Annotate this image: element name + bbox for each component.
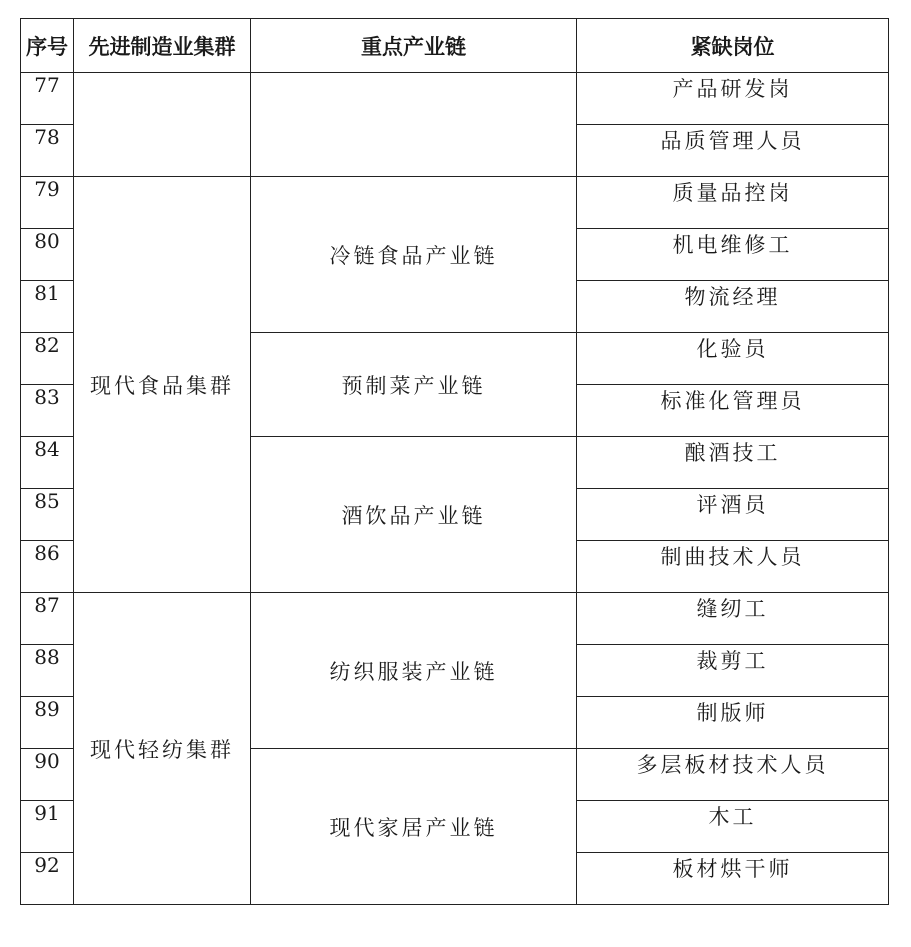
job-cell: 酿酒技工 [577,437,889,489]
table-row [21,177,889,229]
cluster-cell: 现代轻纺集群 [74,593,251,905]
row-number: 91 [21,801,74,853]
job-cell: 裁剪工 [577,645,889,697]
row-number: 79 [21,177,74,229]
row-number: 84 [21,437,74,489]
row-number: 90 [21,749,74,801]
job-cell: 标准化管理员 [577,385,889,437]
job-cell: 多层板材技术人员 [577,749,889,801]
job-cell: 板材烘干师 [577,853,889,905]
job-cell: 品质管理人员 [577,125,889,177]
row-number: 80 [21,229,74,281]
job-cell: 制版师 [577,697,889,749]
job-cell: 评酒员 [577,489,889,541]
row-number: 92 [21,853,74,905]
job-cell: 缝纫工 [577,593,889,645]
cluster-cell [74,73,251,177]
row-number: 83 [21,385,74,437]
header-cluster: 先进制造业集群 [74,19,251,73]
job-cell: 质量品控岗 [577,177,889,229]
row-number: 85 [21,489,74,541]
chain-cell: 纺织服装产业链 [251,593,577,749]
job-table [20,18,889,905]
job-cell: 产品研发岗 [577,73,889,125]
table-row [21,73,889,125]
row-number: 81 [21,281,74,333]
job-cell: 制曲技术人员 [577,541,889,593]
chain-cell: 现代家居产业链 [251,749,577,905]
chain-cell [251,73,577,177]
header-chain: 重点产业链 [251,19,577,73]
job-cell: 物流经理 [577,281,889,333]
row-number: 89 [21,697,74,749]
cluster-cell: 现代食品集群 [74,177,251,593]
job-cell: 化验员 [577,333,889,385]
job-cell: 木工 [577,801,889,853]
chain-cell: 预制菜产业链 [251,333,577,437]
row-number: 82 [21,333,74,385]
header-no: 序号 [21,19,74,73]
header-row [21,19,889,73]
row-number: 87 [21,593,74,645]
row-number: 78 [21,125,74,177]
row-number: 77 [21,73,74,125]
chain-cell: 酒饮品产业链 [251,437,577,593]
chain-cell: 冷链食品产业链 [251,177,577,333]
header-job: 紧缺岗位 [577,19,889,73]
table-row [21,593,889,645]
job-cell: 机电维修工 [577,229,889,281]
row-number: 88 [21,645,74,697]
row-number: 86 [21,541,74,593]
